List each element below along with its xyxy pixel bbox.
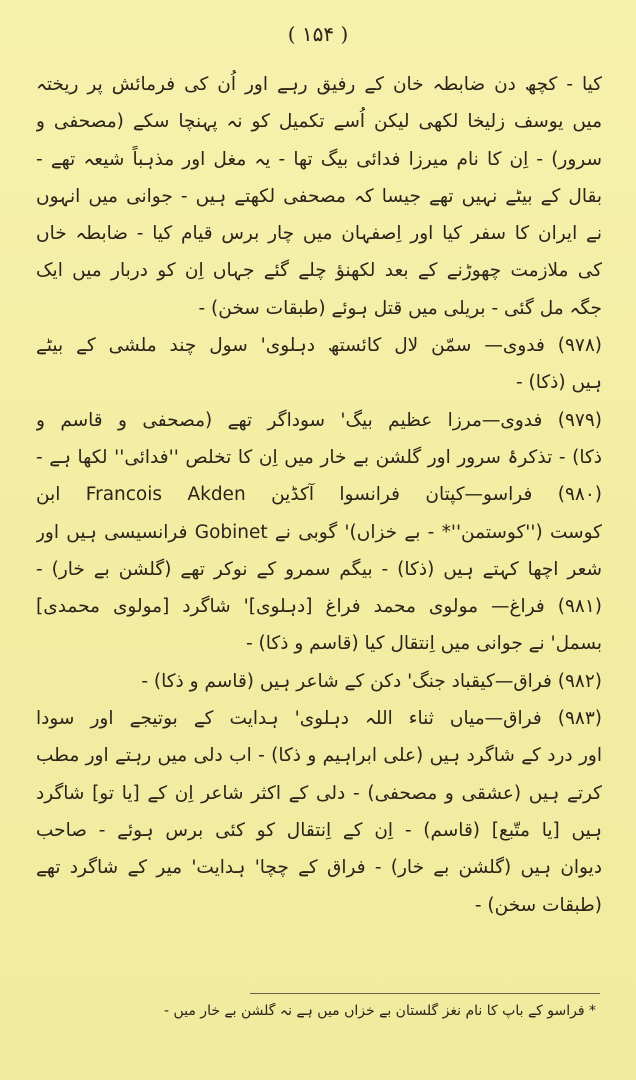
text-line: ذکا) - تذکرۂ سرور اور گلشن بے خار میں اِن کا تخلص ''فدائی'' لکھا ہے - xyxy=(36,446,602,468)
page-number: ( ۱۵۴ ) xyxy=(287,22,349,46)
text-line: دیوان ہیں (گلشن بے خار) - فراق کے چچا' ہدایت' میر کے شاگرد تھے xyxy=(36,857,602,879)
text-line: ہیں [یا متّبع] (قاسم) - اِن کے اِنتقال کو کئی برس ہوئے - صاحب xyxy=(36,819,602,841)
entry-981-line: (۹۸۱) فراغ— مولوی محمد فراغ [دہلوی]' شاگرد [مولوی محمدی] xyxy=(36,596,602,618)
text-line: بسمل' نے جوانی میں اِنتقال کیا (قاسم و ذکا) - xyxy=(246,633,602,655)
entry-982-line: (۹۸۲) فراق—کیقباد جنگ' دکن کے شاعر ہیں (قاسم و ذکا) - xyxy=(141,670,602,692)
text-line: کرتے ہیں (عشقی و مصحفی) - دلی کے اکثر شاعر اِن کے [یا تو] شاگرد xyxy=(36,782,602,804)
text-line: کیا - کچھ دن ضابطہ خان کے رفیق رہے اور اُن کی فرمائش پر ریختہ xyxy=(36,74,602,95)
body-text xyxy=(36,66,602,924)
entry-978-line: (۹۷۸) فدوی— سمّن لال کائستھ دہلوی' سول چند ملشی کے بیٹے xyxy=(36,335,602,357)
text-line: شعر اچھا کہتے ہیں (ذکا) - بیگم سمرو کے نوکر تھے (گلشن بے خار) - xyxy=(36,558,602,580)
footnote: * فراسو کے باپ کا نام نغز گلستان بے خزاں میں ہے نہ گلشن بے خار میں - xyxy=(163,1003,596,1019)
text-line: جگہ مل گئی - بریلی میں قتل ہوئے (طبقات سخن) - xyxy=(198,297,602,319)
text-line: بقال کے بیٹے نہیں تھے جیسا کہ مصحفی لکھتے ہیں - جوانی میں انہوں xyxy=(36,185,602,207)
entry-983-line: (۹۸۳) فراق—میاں ثناء اللہ دہلوی' ہدایت کے بوتیجے اور سودا xyxy=(36,708,602,730)
footnote-divider xyxy=(250,993,600,994)
text-line: کی ملازمت چھوڑنے کے بعد لکھنؤ چلے گئے جہاں اِن کو دربار میں ایک xyxy=(36,260,602,282)
text-line: میں یوسف زلیخا لکھی لیکن اُسے تکمیل کو نہ پہنچا سکے (مصحفی و xyxy=(36,111,602,133)
text-line: (طبقات سخن) - xyxy=(474,894,602,916)
text-line: اور درد کے شاگرد ہیں (علی ابراہیم و ذکا) - اب دلی میں رہتے اور مطب xyxy=(36,745,602,767)
entry-980-line: (۹۸۰) فراسو—کپتان فرانسوا آکڈین Francois Akden ابن xyxy=(36,484,602,506)
text-line: سرور) - اِن کا نام میرزا فدائی بیگ تھا - یہ مغل اور مذہباً شیعہ تھے - xyxy=(36,148,602,170)
entry-979-line: (۹۷۹) فدوی—مرزا عظیم بیگ' سوداگر تھے (مصحفی و قاسم و xyxy=(36,409,602,431)
text-line: ہیں (ذکا) - xyxy=(515,372,602,394)
text-line: نے ایران کا سفر کیا اور اِصفہان میں چار برس قیام کیا - ضابطہ خاں xyxy=(36,223,602,245)
text-line: کوست (''کوستمن''* - بے خزاں)' گوبی نے Gobinet فرانسیسی ہیں اور xyxy=(36,521,602,543)
